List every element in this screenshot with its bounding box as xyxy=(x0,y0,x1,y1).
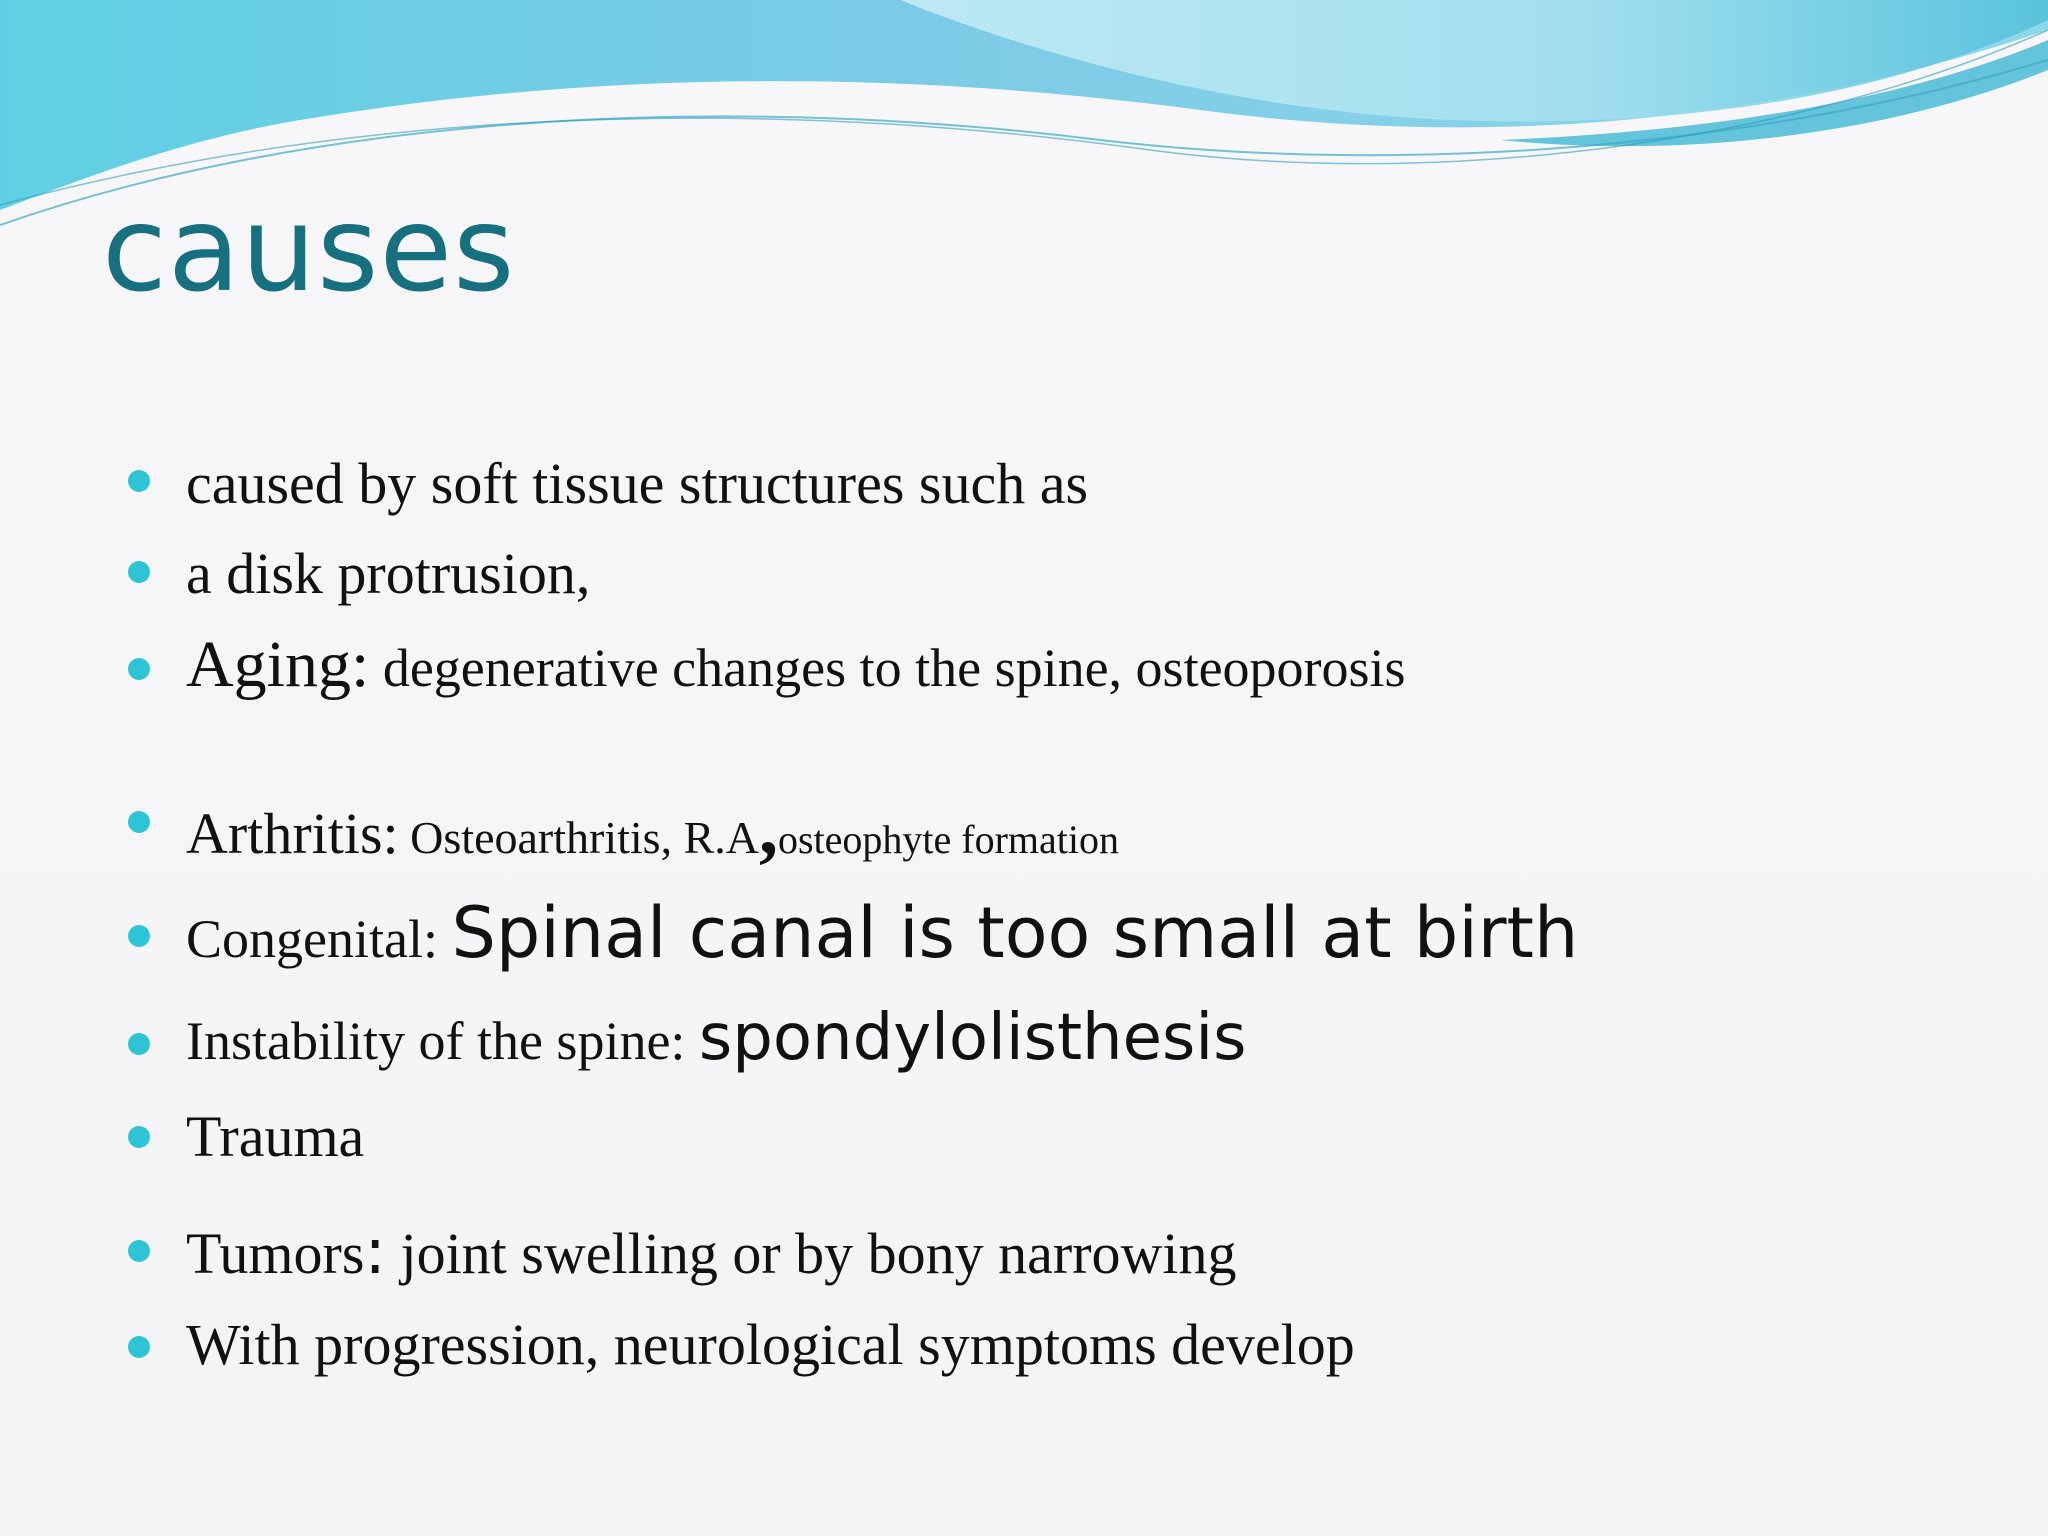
bullet-colon: : xyxy=(364,1215,386,1289)
bullet-label: Arthritis: xyxy=(186,801,399,866)
bullet-comma: , xyxy=(758,786,778,870)
bullet-label: Aging: xyxy=(186,628,370,701)
bullet-icon xyxy=(128,658,150,680)
bullet-icon xyxy=(128,561,150,583)
bullet-icon xyxy=(128,1126,150,1148)
bullet-text: caused by soft tissue structures such as xyxy=(186,451,1089,516)
bullet-text: a disk protrusion, xyxy=(186,541,591,606)
bullet-text xyxy=(186,628,1406,701)
bullet-detail: spondylolisthesis xyxy=(698,1001,1247,1075)
bullet-icon xyxy=(128,1240,150,1262)
bullet-icon xyxy=(128,470,150,492)
bullet-tail: osteophyte formation xyxy=(777,817,1120,862)
bullet-text xyxy=(186,892,1579,974)
bullet-label: Tumors xyxy=(186,1221,365,1286)
bullet-detail: joint swelling or by bony narrowing xyxy=(385,1221,1237,1286)
slide-title: causes xyxy=(102,180,516,318)
bullet-icon xyxy=(128,1033,150,1055)
bullet-text xyxy=(186,1001,1247,1075)
bullet-icon xyxy=(128,1336,150,1358)
bullet-detail: Spinal canal is too small at birth xyxy=(451,892,1579,974)
bullet-text: With progression, neurological symptoms develop xyxy=(186,1312,1355,1377)
bullet-detail: Osteoarthritis, R.A xyxy=(398,812,759,863)
bullet-text: Trauma xyxy=(186,1104,365,1169)
bullet-icon xyxy=(128,811,150,833)
bullet-icon xyxy=(128,925,150,947)
bullet-detail: degenerative changes to the spine, osteoporosis xyxy=(369,638,1406,698)
bullet-text xyxy=(186,786,1120,870)
bullet-label: Instability of the spine: xyxy=(186,1011,699,1071)
bullet-label: Congenital: xyxy=(186,909,452,969)
bullet-text xyxy=(186,1215,1237,1289)
